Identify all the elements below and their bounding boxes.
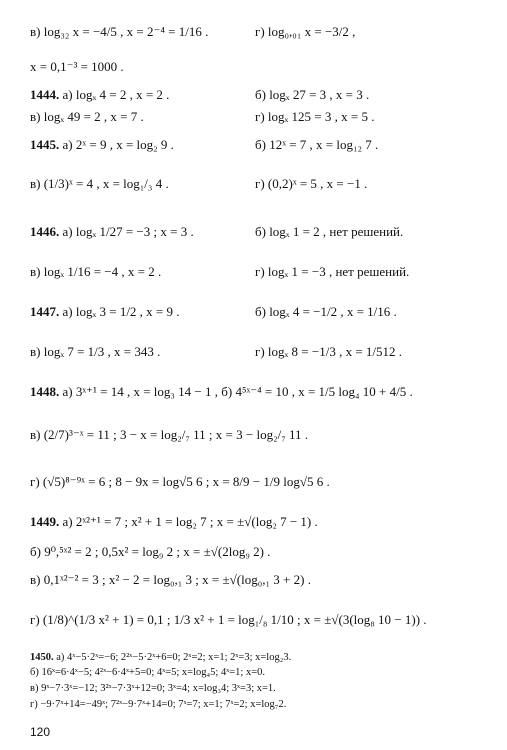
solution-line (255, 305, 397, 319)
solution-text: в) (2/7)³⁻ˣ = 11 ; 3 − x = log₂/₇ 11 ; x = 3 − log₂/₇ 11 . (30, 427, 309, 442)
solution-line (30, 428, 308, 442)
solution-text: а) logₓ 4 = 2 , x = 2 . (59, 87, 170, 102)
solution-text: в) logₓ 1/16 = −4 , x = 2 . (30, 264, 162, 279)
solution-line (30, 698, 286, 712)
solution-line (30, 265, 161, 279)
solution-line (30, 60, 124, 74)
solution-line (30, 682, 276, 696)
solution-text: а) 4ˣ−5·2ˣ=−6; 2²ˣ−5·2ˣ+6=0; 2ˣ=2; x=1; 2ˣ=3; x=log₂3. (53, 652, 292, 663)
solution-line (255, 345, 402, 359)
solution-text: в) 9ˣ−7·3ˣ=−12; 3²ˣ−7·3ˣ+12=0; 3ˣ=4; x=log₃4; 3ˣ=3; x=1. (30, 683, 276, 694)
solution-text: г) logₓ 125 = 3 , x = 5 . (255, 109, 375, 124)
solution-text: в) log₃₂ x = −4/5 , x = 2⁻⁴ = 1/16 . (30, 24, 209, 39)
solution-text: б) logₓ 27 = 3 , x = 3 . (255, 87, 370, 102)
solution-line (255, 110, 374, 124)
solution-line (30, 545, 270, 559)
solution-line (30, 88, 169, 102)
solution-text: б) logₓ 4 = −1/2 , x = 1/16 . (255, 304, 397, 319)
solution-text: а) logₓ 3 = 1/2 , x = 9 . (59, 304, 180, 319)
solution-text: x = 0,1⁻³ = 1000 . (30, 59, 124, 74)
solution-line (30, 573, 311, 587)
solution-text: г) (1/8)^(1/3 x² + 1) = 0,1 ; 1/3 x² + 1 = log₁/₈ 1/10 ; x = ±√(3(log₈ 10 − 1)) . (30, 612, 427, 627)
solution-line (30, 305, 180, 319)
problem-number: 1448. (30, 384, 60, 399)
solution-text: а) logₓ 1/27 = −3 ; x = 3 . (59, 224, 194, 239)
solution-text: г) −9·7ˣ+14=−49ˣ; 7²ˣ−9·7ˣ+14=0; 7ˣ=7; x=1; 7ˣ=2; x=log₇2. (30, 699, 287, 710)
problem-number: 1446. (30, 224, 60, 239)
solution-text: в) (1/3)ˣ = 4 , x = log₁/₃ 4 . (30, 176, 169, 191)
solution-text: б) 9⁰,⁵ˣ² = 2 ; 0,5x² = log₉ 2 ; x = ±√(2log₉ 2) . (30, 544, 271, 559)
solution-line (30, 345, 160, 359)
problem-number: 1444. (30, 87, 60, 102)
solution-line (30, 25, 208, 39)
solution-text: б) logₓ 1 = 2 , нет решений. (255, 224, 404, 239)
solution-text: б) 12ˣ = 7 , x = log₁₂ 7 . (255, 137, 379, 152)
solution-line (30, 225, 194, 239)
solution-text: г) log₀,₀₁ x = −3/2 , (255, 24, 356, 39)
solution-line (255, 138, 378, 152)
solution-line (30, 177, 169, 191)
solution-text: г) logₓ 1 = −3 , нет решений. (255, 264, 410, 279)
page-number: 120 (30, 725, 51, 739)
solution-line (255, 177, 367, 191)
solution-line (255, 25, 355, 39)
solution-line (255, 225, 403, 239)
solution-text: г) (√5)⁸⁻⁹ˣ = 6 ; 8 − 9x = log√5 6 ; x = 8/9 − 1/9 log√5 6 . (30, 474, 330, 489)
solution-text: г) (0,2)ˣ = 5 , x = −1 . (255, 176, 368, 191)
solution-line (30, 613, 427, 627)
solution-text: в) logₓ 49 = 2 , x = 7 . (30, 109, 144, 124)
solution-text: в) logₓ 7 = 1/3 , x = 343 . (30, 344, 161, 359)
solution-line (255, 88, 369, 102)
problem-number: 1449. (30, 514, 60, 529)
solution-line (30, 138, 174, 152)
solution-line (30, 666, 265, 680)
solution-line (30, 475, 330, 489)
solution-line (30, 385, 413, 399)
problem-number: 1445. (30, 137, 60, 152)
solution-text: б) 16ˣ=6·4ˣ−5; 4²ˣ−6·4ˣ+5=0; 4ˣ=5; x=log₄5; 4ˣ=1; x=0. (30, 667, 266, 678)
solution-text: а) 3ˣ⁺¹ = 14 , x = log₃ 14 − 1 , б) 4⁵ˣ⁻⁴ = 10 , x = 1/5 log₄ 10 + 4/5 . (59, 384, 413, 399)
solution-text: а) 2ˣ = 9 , x = log₂ 9 . (59, 137, 174, 152)
problem-number: 1447. (30, 304, 60, 319)
solution-text: г) logₓ 8 = −1/3 , x = 1/512 . (255, 344, 403, 359)
solution-line (30, 651, 291, 665)
solution-line (30, 110, 144, 124)
solution-line (30, 515, 318, 529)
solution-text: а) 2ˣ²⁺¹ = 7 ; x² + 1 = log₂ 7 ; x = ±√(log₂ 7 − 1) . (59, 514, 318, 529)
solution-line (255, 265, 409, 279)
solution-text: в) 0,1ˣ²⁻² = 3 ; x² − 2 = log₀,₁ 3 ; x = ±√(log₀,₁ 3 + 2) . (30, 572, 311, 587)
problem-number: 1450. (30, 652, 54, 663)
